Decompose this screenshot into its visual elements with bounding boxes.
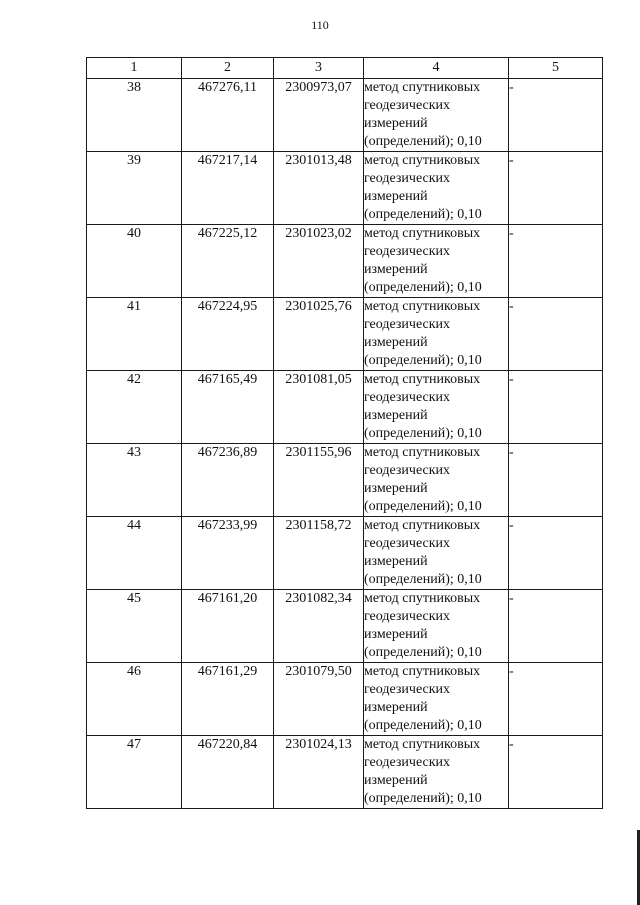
method-line: (определений); 0,10 — [364, 499, 482, 514]
method-line: геодезических — [364, 171, 451, 186]
coord-y: 2301155,96 — [274, 444, 364, 517]
method-line: измерений — [364, 773, 428, 788]
header-col-4: 4 — [364, 58, 509, 79]
method-cell — [364, 663, 509, 736]
coord-y: 2300973,07 — [274, 79, 364, 152]
point-number: 39 — [87, 152, 182, 225]
point-number: 41 — [87, 298, 182, 371]
point-number: 45 — [87, 590, 182, 663]
coord-y: 2301024,13 — [274, 736, 364, 809]
header-col-3: 3 — [274, 58, 364, 79]
method-line: геодезических — [364, 390, 451, 405]
point-number: 40 — [87, 225, 182, 298]
note-cell: - — [509, 517, 603, 590]
table-row — [87, 736, 603, 809]
coord-x: 467224,95 — [182, 298, 274, 371]
coord-x: 467161,20 — [182, 590, 274, 663]
method-cell — [364, 444, 509, 517]
point-number: 47 — [87, 736, 182, 809]
note-cell: - — [509, 79, 603, 152]
table-row — [87, 152, 603, 225]
method-line: геодезических — [364, 609, 451, 624]
table-row — [87, 79, 603, 152]
method-cell — [364, 225, 509, 298]
point-number: 46 — [87, 663, 182, 736]
note-cell: - — [509, 371, 603, 444]
method-line: (определений); 0,10 — [364, 207, 482, 222]
point-number: 38 — [87, 79, 182, 152]
method-cell — [364, 590, 509, 663]
method-line: измерений — [364, 627, 428, 642]
method-line: измерений — [364, 116, 428, 131]
table-body — [87, 79, 603, 809]
coord-y: 2301013,48 — [274, 152, 364, 225]
method-line: метод спутниковых — [364, 80, 481, 95]
method-line: измерений — [364, 700, 428, 715]
method-line: (определений); 0,10 — [364, 791, 482, 806]
method-line: измерений — [364, 189, 428, 204]
method-line: геодезических — [364, 317, 451, 332]
method-line: метод спутниковых — [364, 737, 481, 752]
coord-x: 467276,11 — [182, 79, 274, 152]
point-number: 43 — [87, 444, 182, 517]
method-line: (определений); 0,10 — [364, 426, 482, 441]
page-number: 110 — [311, 18, 329, 32]
note-cell: - — [509, 225, 603, 298]
table-row — [87, 663, 603, 736]
note-cell: - — [509, 736, 603, 809]
method-line: метод спутниковых — [364, 664, 481, 679]
method-line: метод спутниковых — [364, 372, 481, 387]
coord-y: 2301158,72 — [274, 517, 364, 590]
method-line: (определений); 0,10 — [364, 718, 482, 733]
coord-x: 467165,49 — [182, 371, 274, 444]
method-line: (определений); 0,10 — [364, 280, 482, 295]
method-cell — [364, 298, 509, 371]
method-line: измерений — [364, 408, 428, 423]
coord-x: 467225,12 — [182, 225, 274, 298]
method-line: метод спутниковых — [364, 591, 481, 606]
table-row — [87, 444, 603, 517]
method-line: измерений — [364, 554, 428, 569]
method-cell — [364, 152, 509, 225]
method-line: геодезических — [364, 536, 451, 551]
table-row — [87, 225, 603, 298]
note-cell: - — [509, 152, 603, 225]
method-cell — [364, 371, 509, 444]
method-line: измерений — [364, 262, 428, 277]
coord-y: 2301079,50 — [274, 663, 364, 736]
method-line: (определений); 0,10 — [364, 134, 482, 149]
table-header — [87, 58, 603, 79]
coord-x: 467236,89 — [182, 444, 274, 517]
method-line: (определений); 0,10 — [364, 572, 482, 587]
note-cell: - — [509, 444, 603, 517]
note-cell: - — [509, 590, 603, 663]
method-cell — [364, 517, 509, 590]
method-line: метод спутниковых — [364, 226, 481, 241]
method-line: измерений — [364, 335, 428, 350]
table-row — [87, 590, 603, 663]
coord-x: 467220,84 — [182, 736, 274, 809]
method-line: геодезических — [364, 682, 451, 697]
header-col-1: 1 — [87, 58, 182, 79]
method-line: метод спутниковых — [364, 518, 481, 533]
table-row — [87, 371, 603, 444]
coord-x: 467233,99 — [182, 517, 274, 590]
method-line: (определений); 0,10 — [364, 645, 482, 660]
header-row — [87, 58, 603, 79]
table-row — [87, 517, 603, 590]
method-line: геодезических — [364, 755, 451, 770]
coord-y: 2301082,34 — [274, 590, 364, 663]
note-cell: - — [509, 298, 603, 371]
method-line: геодезических — [364, 463, 451, 478]
method-line: метод спутниковых — [364, 153, 481, 168]
point-number: 42 — [87, 371, 182, 444]
point-number: 44 — [87, 517, 182, 590]
method-line: измерений — [364, 481, 428, 496]
method-line: метод спутниковых — [364, 445, 481, 460]
coordinates-table — [86, 57, 603, 809]
header-col-2: 2 — [182, 58, 274, 79]
coord-y: 2301023,02 — [274, 225, 364, 298]
coord-x: 467161,29 — [182, 663, 274, 736]
coord-y: 2301081,05 — [274, 371, 364, 444]
coord-y: 2301025,76 — [274, 298, 364, 371]
table-row — [87, 298, 603, 371]
method-line: геодезических — [364, 98, 451, 113]
header-col-5: 5 — [509, 58, 603, 79]
method-cell — [364, 736, 509, 809]
coord-x: 467217,14 — [182, 152, 274, 225]
method-line: (определений); 0,10 — [364, 353, 482, 368]
method-line: метод спутниковых — [364, 299, 481, 314]
method-line: геодезических — [364, 244, 451, 259]
method-cell — [364, 79, 509, 152]
note-cell: - — [509, 663, 603, 736]
